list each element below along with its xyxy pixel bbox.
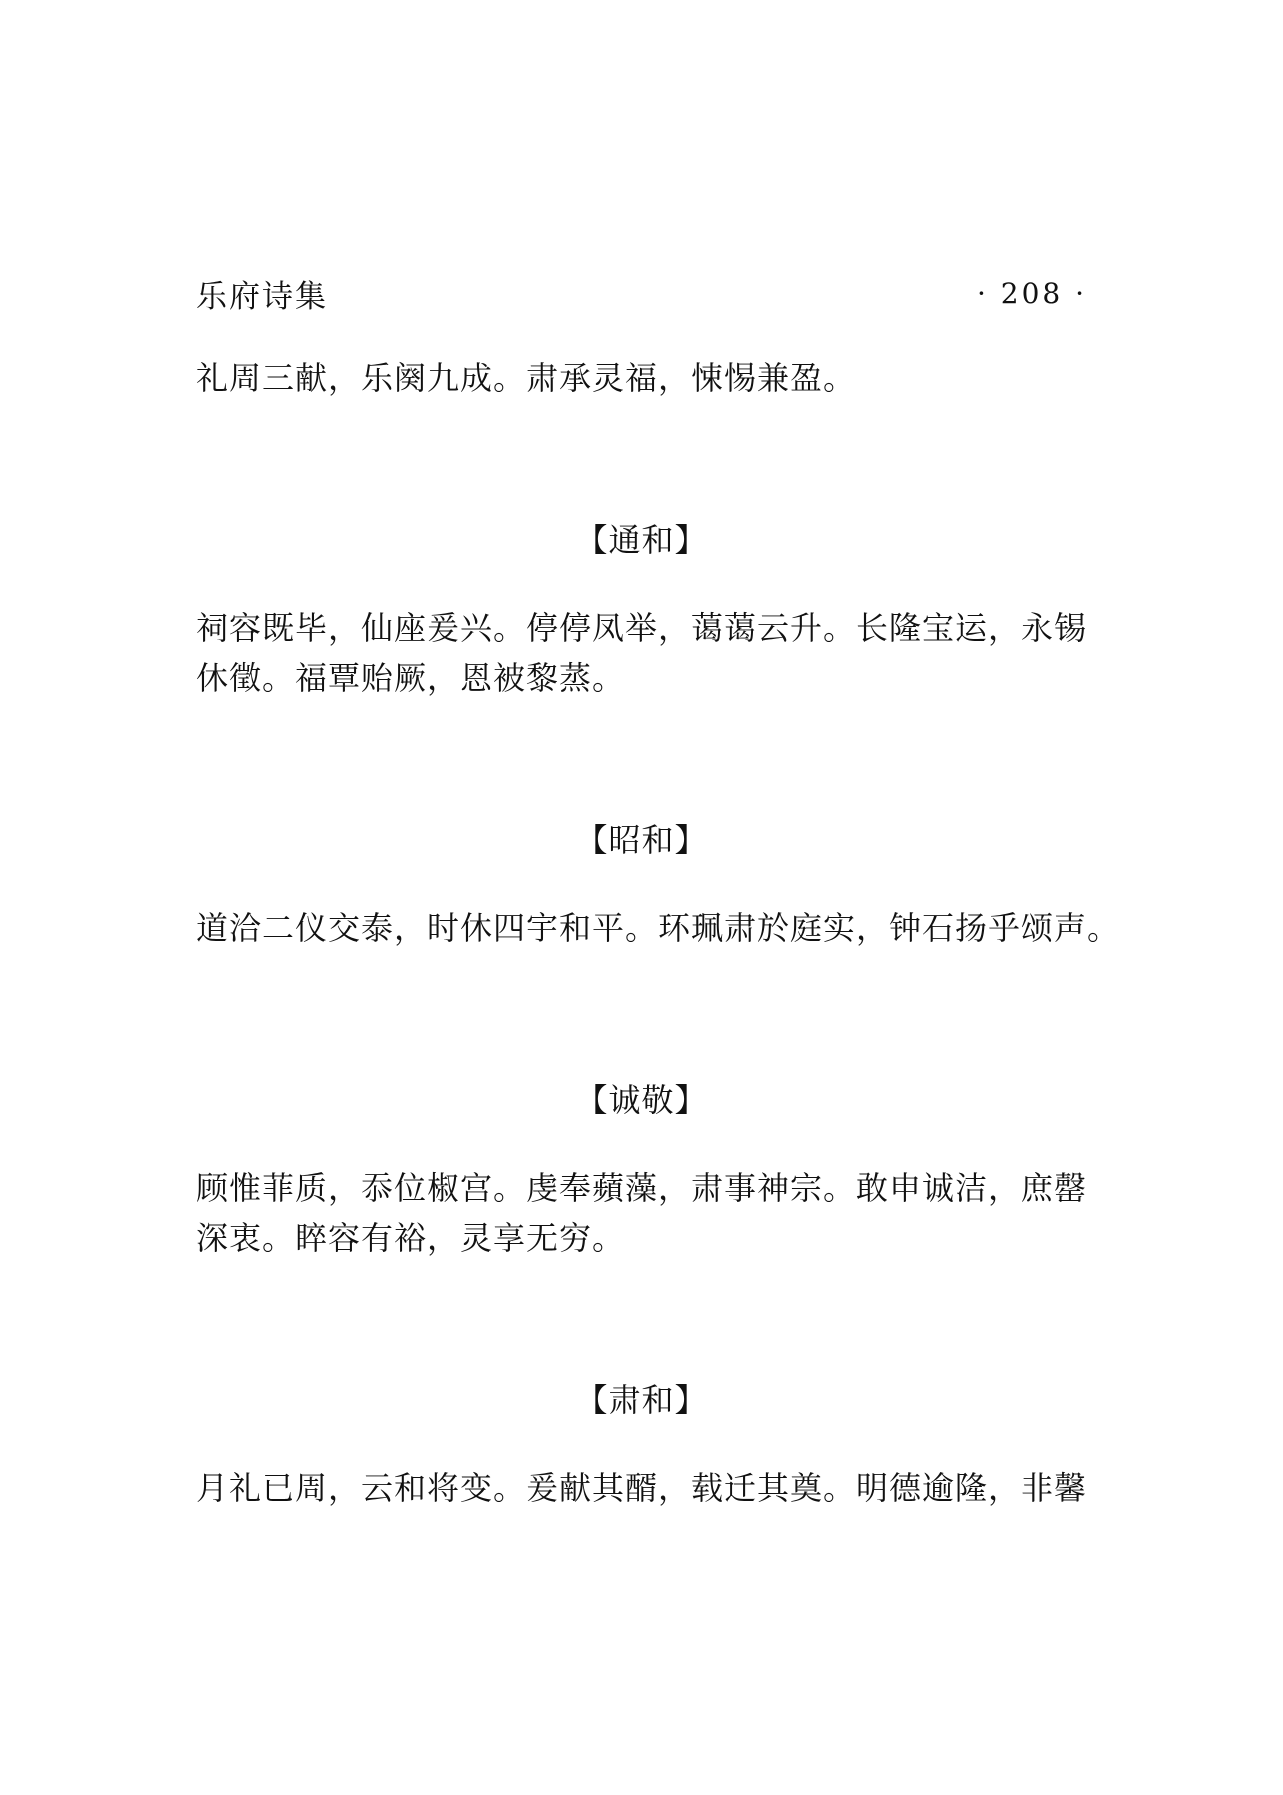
book-title: 乐府诗集 [196, 278, 328, 315]
section-heading-tonghe: 【通和】 [575, 521, 708, 559]
section-heading-zhaohe: 【昭和】 [575, 821, 708, 859]
verse-line: 礼周三献，乐阕九成。肃承灵福，悚惕兼盈。 [196, 359, 857, 397]
section-heading-chengjing: 【诚敬】 [575, 1081, 708, 1119]
running-header [196, 268, 1087, 318]
verse-line: 深衷。睟容有裕，灵享无穷。 [196, 1219, 626, 1257]
verse-paragraph-opening [196, 353, 1096, 403]
verse-paragraph-tonghe [196, 603, 1096, 703]
section-heading-suhe: 【肃和】 [575, 1381, 708, 1419]
verse-paragraph-suhe [196, 1463, 1096, 1513]
verse-line: 道洽二仪交泰，时休四宇和平。环珮肃於庭实，钟石扬乎颂声。 [196, 909, 1121, 947]
verse-line: 休徵。福覃贻厥，恩被黎蒸。 [196, 659, 626, 697]
verse-paragraph-chengjing [196, 1163, 1096, 1263]
verse-line: 祠容既毕，仙座爰兴。停停凤举，蔼蔼云升。长隆宝运，永锡 [196, 609, 1088, 647]
verse-line: 顾惟菲质，忝位椒宫。虔奉蘋藻，肃事神宗。敢申诚洁，庶罄 [196, 1169, 1088, 1207]
page-number: · 208 · [976, 276, 1087, 310]
verse-line: 月礼已周，云和将变。爰献其醑，载迁其奠。明德逾隆，非馨 [196, 1469, 1088, 1507]
verse-paragraph-zhaohe [196, 903, 1156, 953]
